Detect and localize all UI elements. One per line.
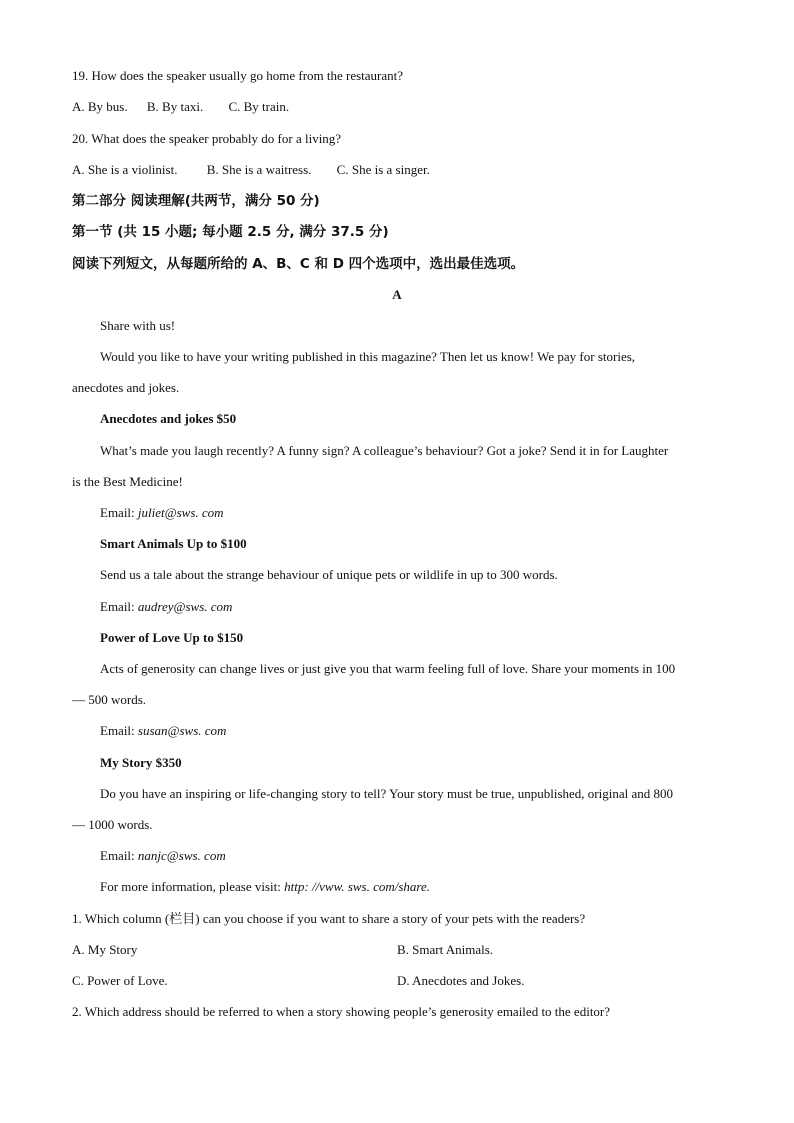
email-line xyxy=(100,599,232,615)
section-one-heading: 第一节 (共 15 小题; 每小题 2.5 分, 满分 37.5 分) xyxy=(72,224,389,240)
email-label: Email: xyxy=(100,723,135,738)
email-line xyxy=(100,505,224,521)
email-address: nanjc@sws. com xyxy=(137,848,226,863)
intro-line: anecdotes and jokes. xyxy=(72,380,180,395)
more-info-label: For more information, please visit: xyxy=(100,879,281,894)
section-heading: Power of Love Up to $150 xyxy=(100,630,244,645)
option-c: C. By train. xyxy=(228,99,290,114)
email-address: juliet@sws. com xyxy=(137,505,224,520)
section-body: What’s made you laugh recently? A funny sign? A colleague’s behaviour? Got a joke? Send it in for Laughter xyxy=(100,443,669,458)
reading-instruction: 阅读下列短文，从每题所给的 A、B、C 和 D 四个选项中，选出最佳选项。 xyxy=(72,256,525,272)
section-body: is the Best Medicine! xyxy=(72,474,183,489)
section-heading: My Story $350 xyxy=(100,755,182,770)
email-label: Email: xyxy=(100,599,135,614)
part-two-heading: 第二部分 阅读理解(共两节，满分 50 分) xyxy=(72,193,320,209)
email-label: Email: xyxy=(100,848,135,863)
intro-title: Share with us! xyxy=(100,318,176,333)
email-line xyxy=(100,723,226,739)
question-2: 2. Which address should be referred to when a story showing people’s generosity emailed to the editor? xyxy=(72,1004,611,1019)
email-address: audrey@sws. com xyxy=(137,599,233,614)
section-heading: Anecdotes and jokes $50 xyxy=(100,411,237,426)
passage-label: A xyxy=(392,287,402,302)
section-heading: Smart Animals Up to $100 xyxy=(100,536,247,551)
more-info-line xyxy=(100,879,430,895)
section-body: — 500 words. xyxy=(72,692,147,707)
email-label: Email: xyxy=(100,505,135,520)
question-20-options xyxy=(72,162,430,178)
option-b: B. By taxi. xyxy=(146,99,204,114)
section-body: Send us a tale about the strange behaviour of unique pets or wildlife in up to 300 words. xyxy=(100,567,558,582)
section-body: Do you have an inspiring or life-changing story to tell? Your story must be true, unpublished, original and 800 xyxy=(100,786,673,801)
question-1-option-c: C. Power of Love. xyxy=(72,973,168,988)
option-b: B. She is a waitress. xyxy=(206,162,312,177)
question-1-option-d: D. Anecdotes and Jokes. xyxy=(397,973,525,988)
question-1-option-b: B. Smart Animals. xyxy=(397,942,494,957)
option-c: C. She is a singer. xyxy=(336,162,430,177)
question-1: 1. Which column (栏目) can you choose if you want to share a story of your pets with the readers? xyxy=(72,911,586,926)
option-a: A. By bus. xyxy=(72,99,128,114)
email-address: susan@sws. com xyxy=(137,723,227,738)
question-1-option-a: A. My Story xyxy=(72,942,138,957)
intro-line: Would you like to have your writing published in this magazine? Then let us know! We pay for stories, xyxy=(100,349,636,364)
email-line xyxy=(100,848,226,864)
more-info-url: http: //vww. sws. com/share. xyxy=(284,879,431,894)
question-19-options xyxy=(72,99,289,115)
question-20: 20. What does the speaker probably do for a living? xyxy=(72,131,342,146)
section-body: — 1000 words. xyxy=(72,817,153,832)
question-19: 19. How does the speaker usually go home from the restaurant? xyxy=(72,68,404,83)
section-body: Acts of generosity can change lives or just give you that warm feeling full of love. Share your moments in 100 xyxy=(100,661,676,676)
option-a: A. She is a violinist. xyxy=(72,162,178,177)
